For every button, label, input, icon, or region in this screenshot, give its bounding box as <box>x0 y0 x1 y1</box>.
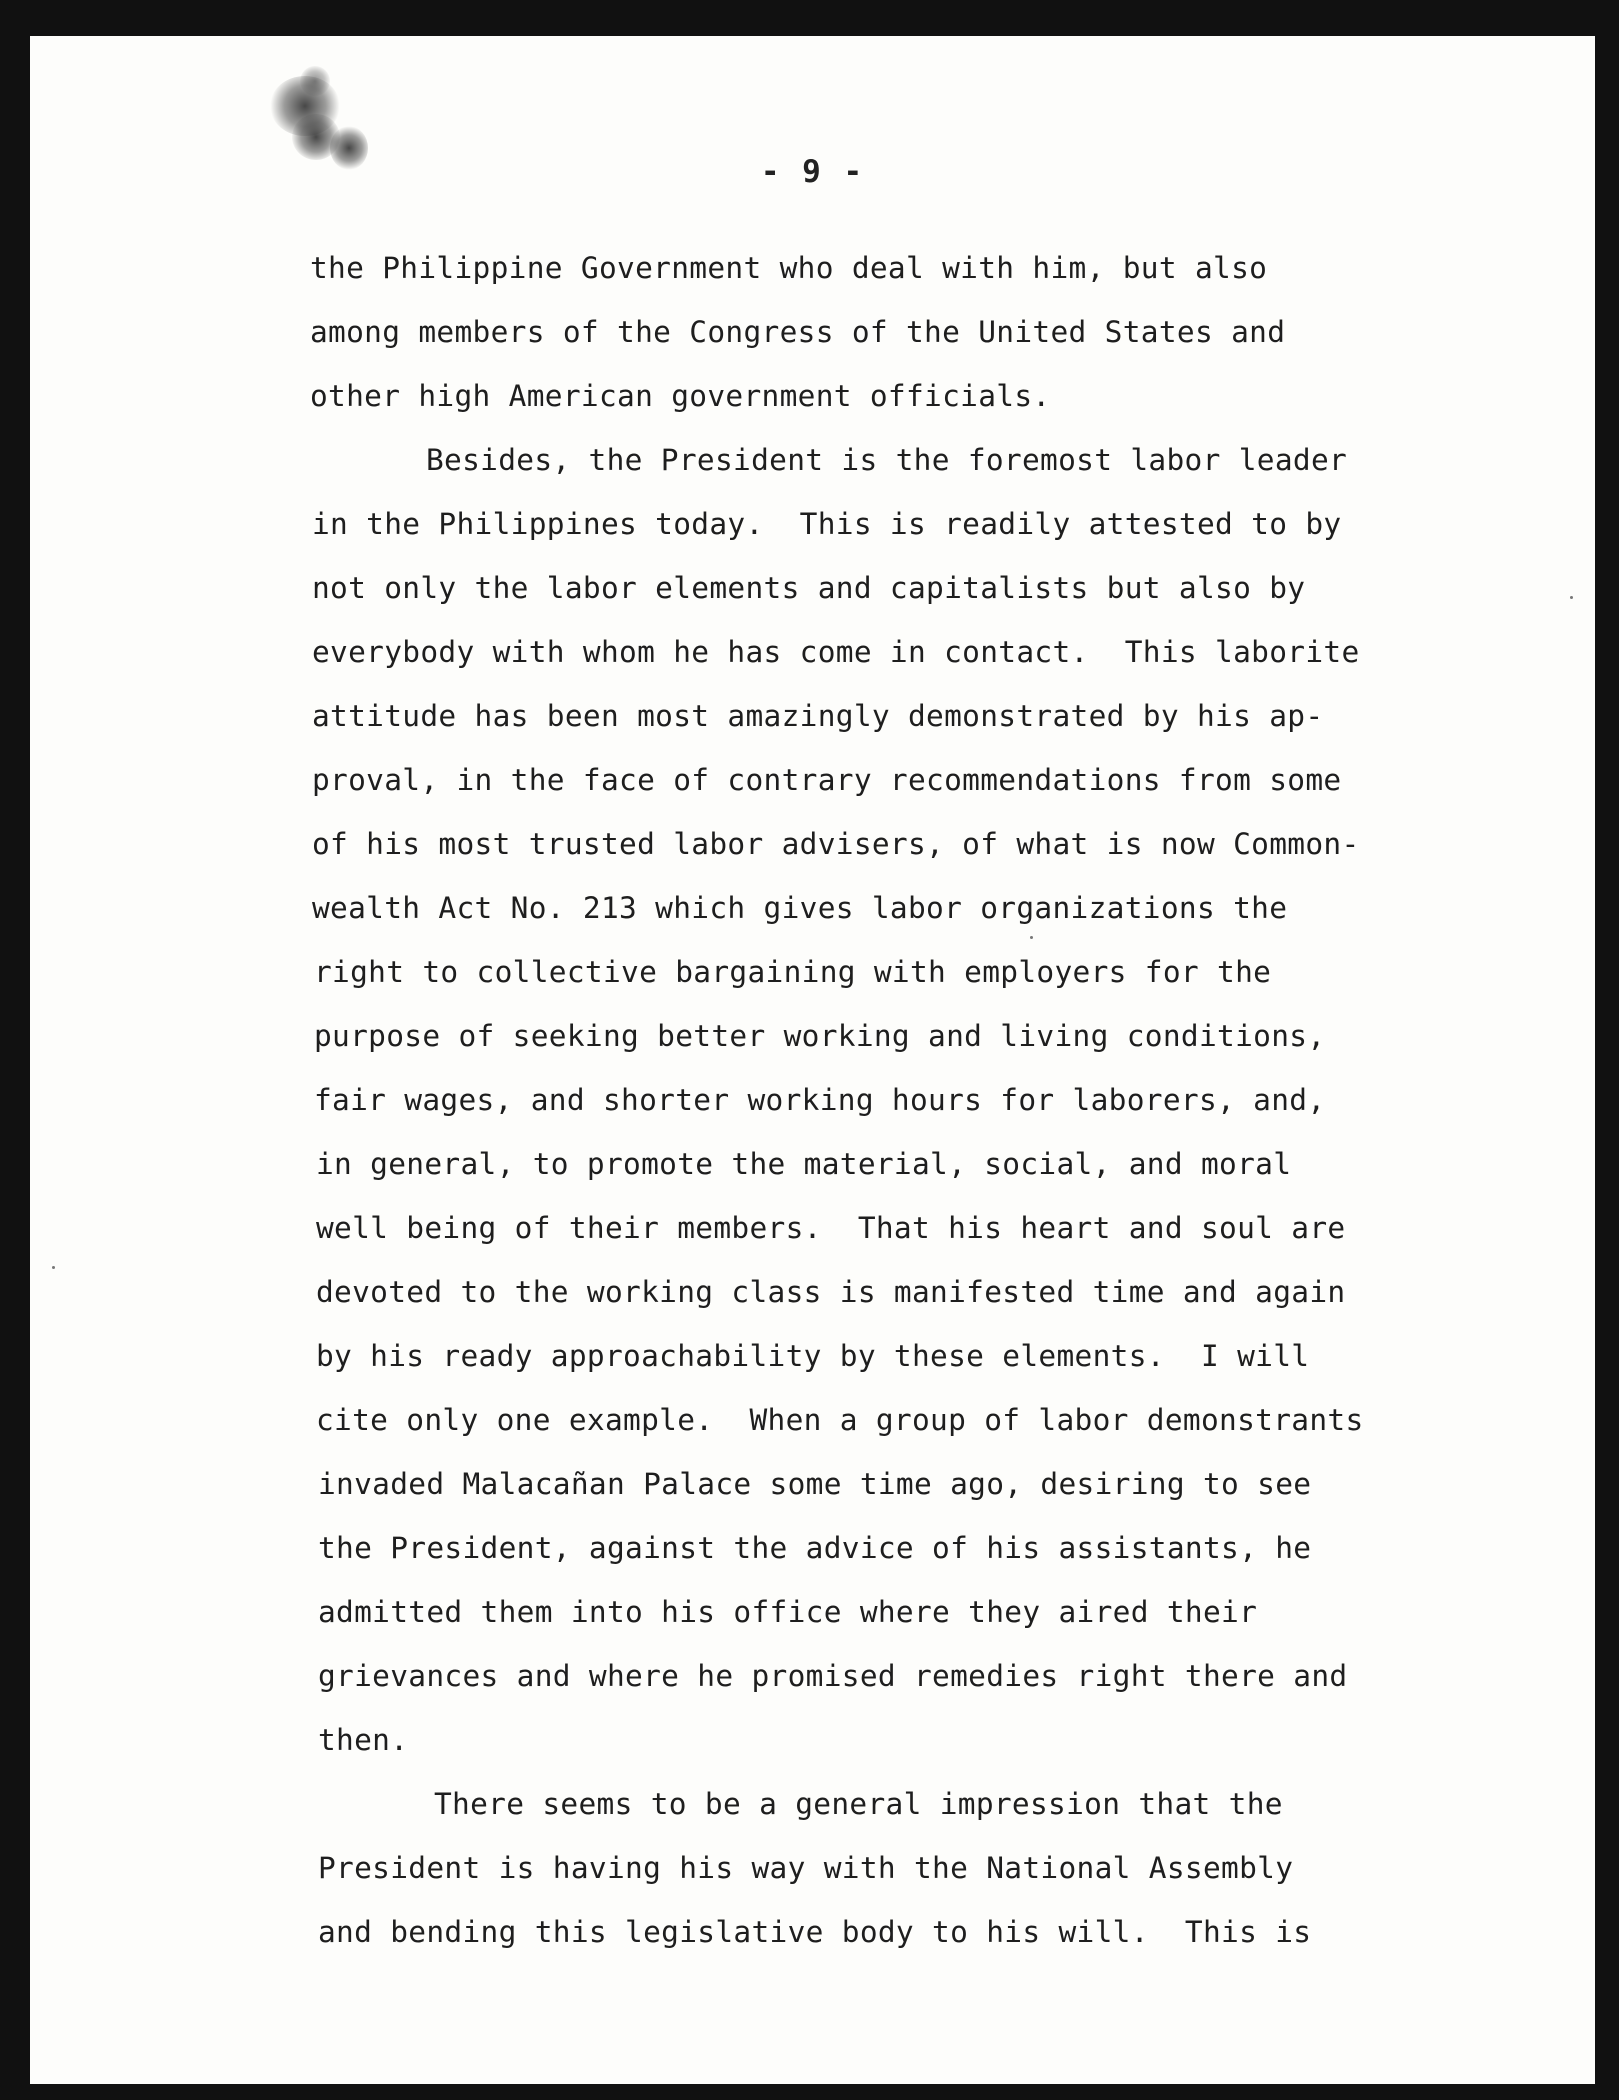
text-line: fair wages, and shorter working hours for laborers, and, <box>314 1083 1326 1117</box>
text-line: devoted to the working class is manifested time and again <box>316 1275 1346 1309</box>
text-line: other high American government officials. <box>310 379 1051 413</box>
text-line: invaded Malacañan Palace some time ago, desiring to see <box>318 1467 1312 1501</box>
text-line: among members of the Congress of the United States and <box>310 315 1286 349</box>
text-line: proval, in the face of contrary recommendations from some <box>312 763 1342 797</box>
page-number: - 9 - <box>760 154 865 190</box>
text-line: purpose of seeking better working and living conditions, <box>314 1019 1326 1053</box>
text-line: attitude has been most amazingly demonstrated by his ap- <box>312 699 1324 733</box>
text-line: everybody with whom he has come in contact. This laborite <box>312 635 1360 669</box>
text-line: the Philippine Government who deal with him, but also <box>310 251 1268 285</box>
text-line: wealth Act No. 213 which gives labor organizations the <box>312 891 1288 925</box>
text-line: admitted them into his office where they aired their <box>318 1595 1258 1629</box>
text-line: in general, to promote the material, social, and moral <box>316 1147 1292 1181</box>
text-line: and bending this legislative body to his will. This is <box>318 1915 1312 1949</box>
text-line: President is having his way with the National Assembly <box>318 1851 1294 1885</box>
text-line: Besides, the President is the foremost labor leader <box>426 443 1348 477</box>
text-line: by his ready approachability by these elements. I will <box>316 1339 1310 1373</box>
text-line: not only the labor elements and capitalists but also by <box>312 571 1306 605</box>
text-line: in the Philippines today. This is readily attested to by <box>312 507 1342 541</box>
text-line: cite only one example. When a group of labor demonstrants <box>316 1403 1364 1437</box>
body-text <box>30 36 1595 2084</box>
text-line: of his most trusted labor advisers, of what is now Common- <box>312 827 1360 861</box>
text-line: grievances and where he promised remedies right there and <box>318 1659 1348 1693</box>
document-page <box>30 36 1595 2084</box>
text-line: the President, against the advice of his assistants, he <box>318 1531 1312 1565</box>
text-line: well being of their members. That his heart and soul are <box>316 1211 1346 1245</box>
text-line: There seems to be a general impression that the <box>434 1787 1283 1821</box>
text-line: then. <box>318 1723 409 1757</box>
text-line: right to collective bargaining with employers for the <box>314 955 1272 989</box>
